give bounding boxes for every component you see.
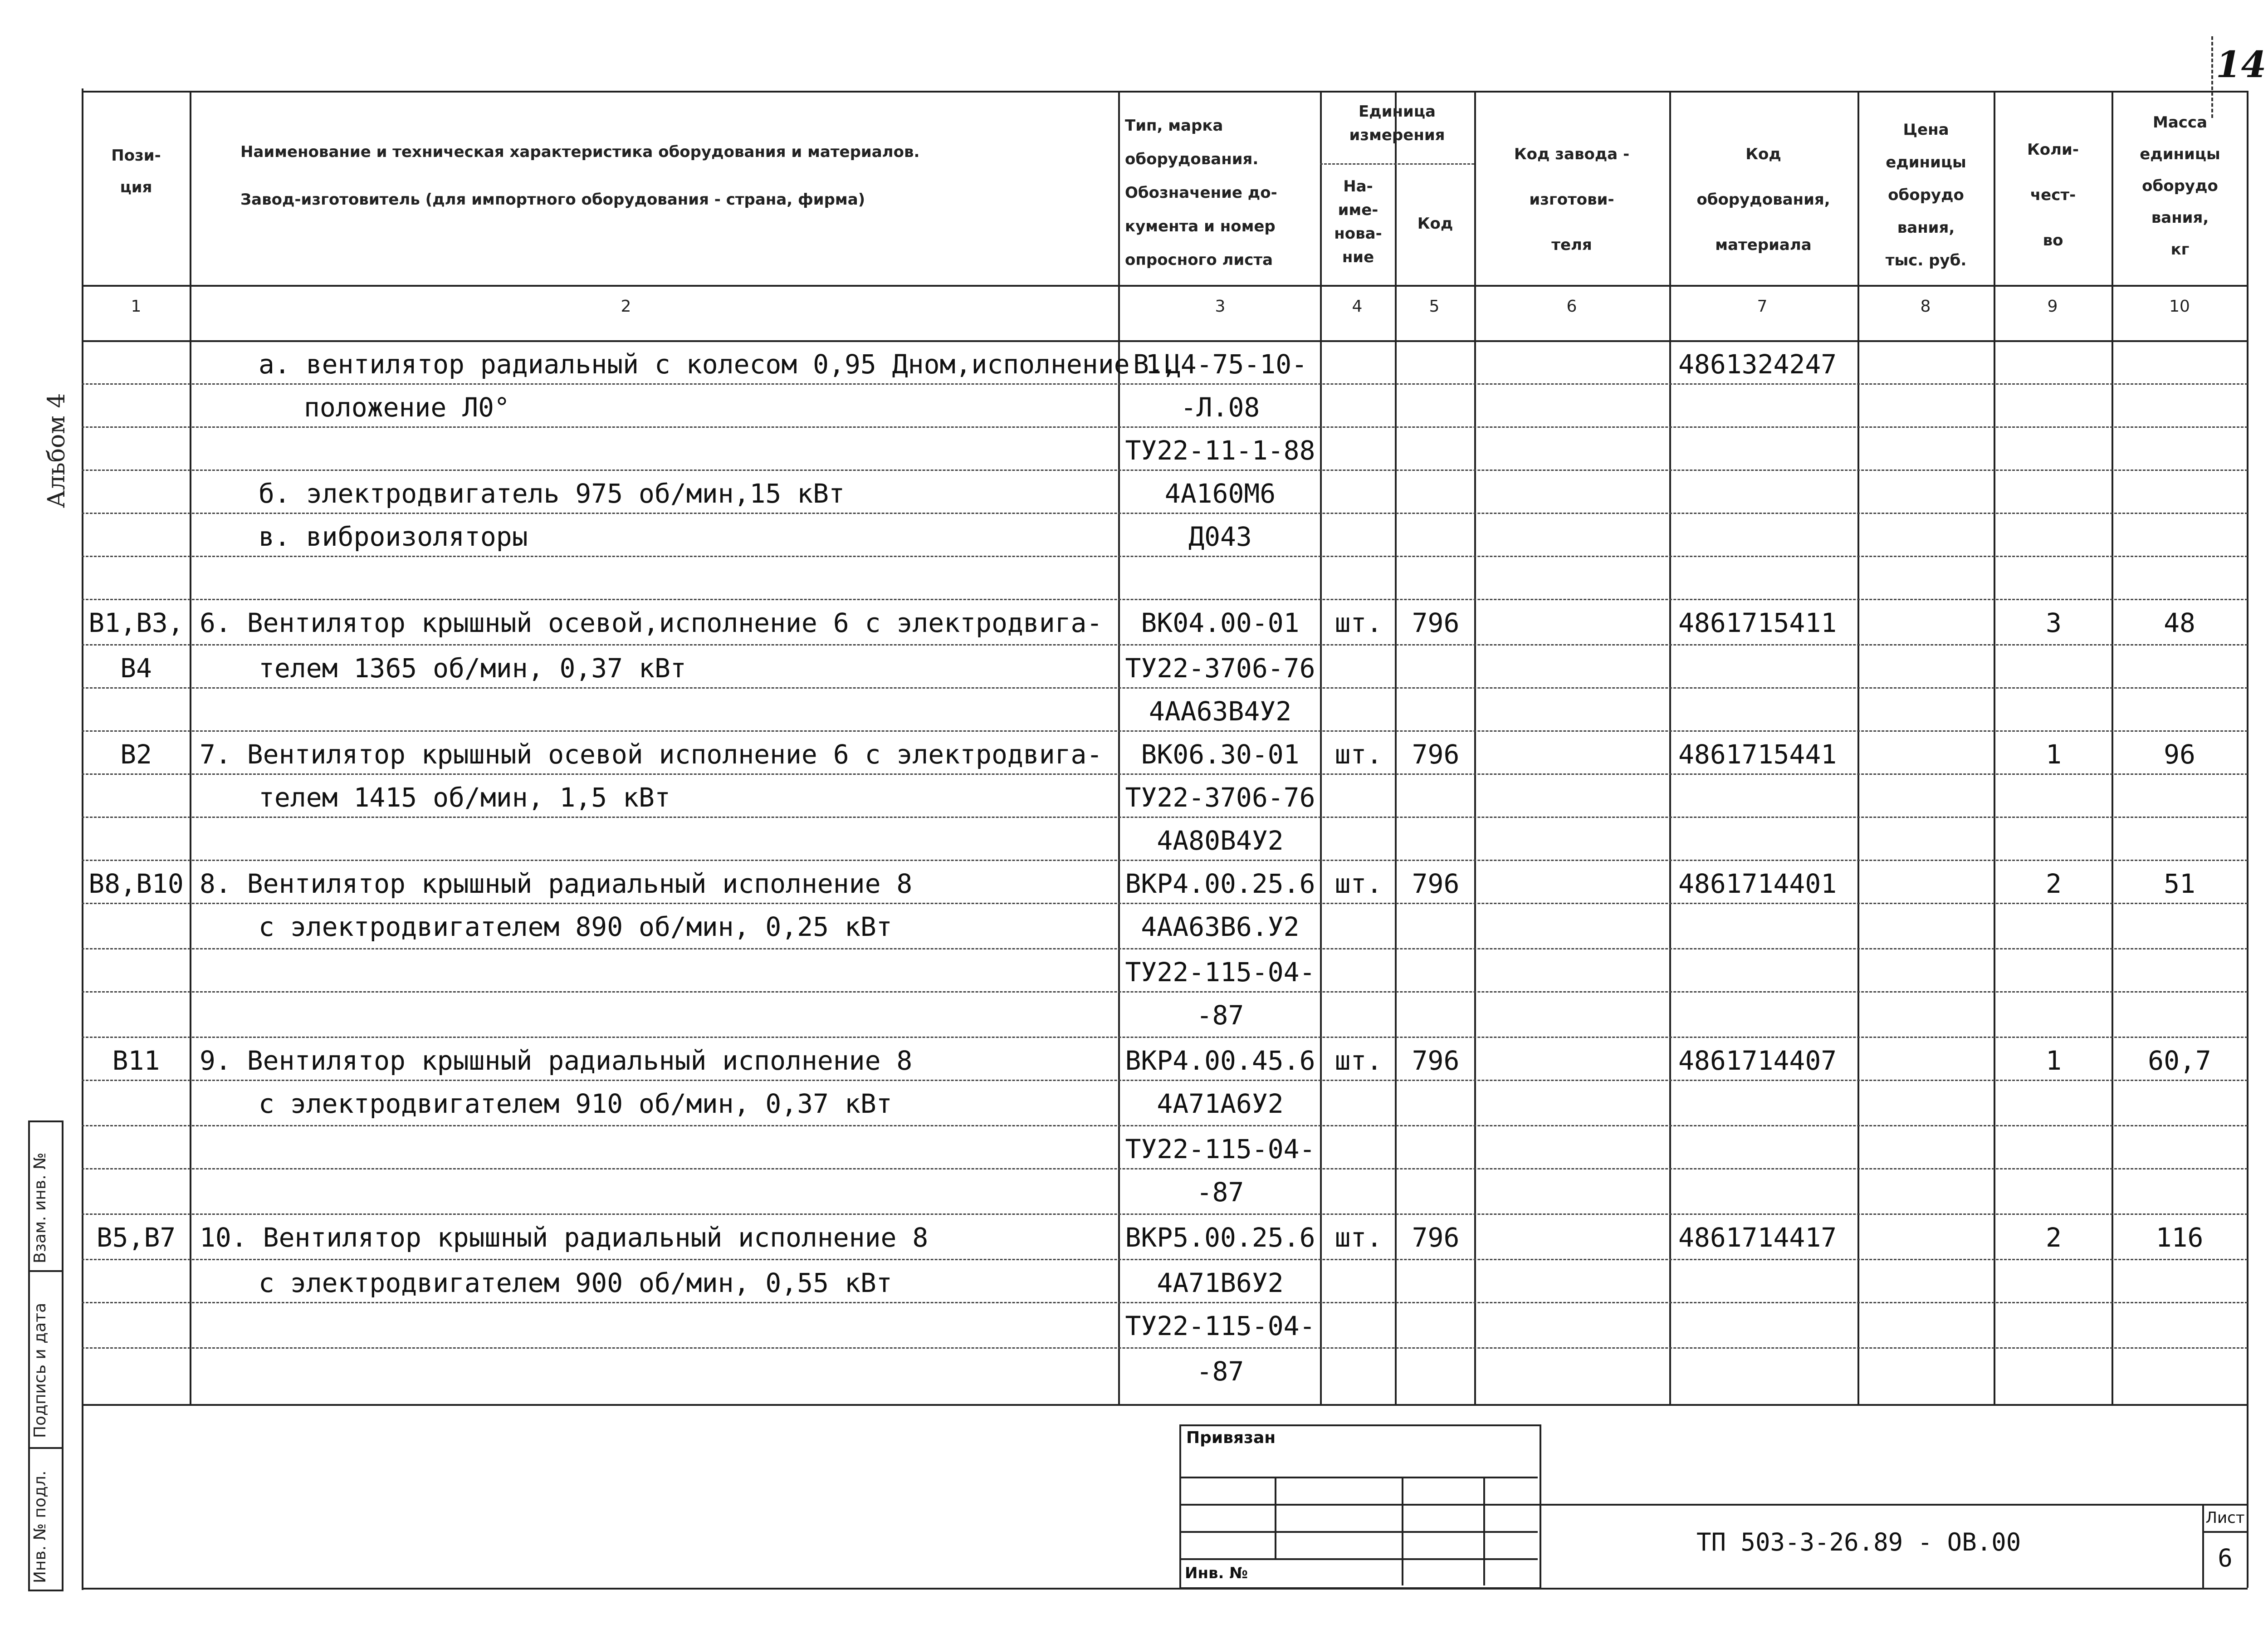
cell-qty: 1 [2046,739,2062,770]
column-number: 4 [1352,297,1363,316]
header-name-line1: Наименование и техническая характеристика оборудования и материалов. [240,143,920,161]
cell-mass: 51 [2164,868,2195,899]
column-number: 5 [1429,297,1440,316]
header-equipment-line: оборудования, [1696,191,1830,209]
header-mass-line: оборудо [2142,177,2218,195]
cell-pos: В2 [120,739,152,770]
cell-qty: 2 [2046,868,2062,899]
album-label: Альбом 4 [43,393,70,508]
bound-label: Привязан [1186,1429,1276,1447]
cell-pos: В11 [112,1045,160,1076]
header-quantity-line: чест- [2030,186,2076,204]
cell-name: б. электродвигатель 975 об/мин,15 кВт [259,478,845,509]
cell-type: ВК04.00-01 [1141,607,1300,638]
header-type-line: оборудования. [1125,150,1259,168]
cell-unit: шт. [1334,1222,1383,1253]
header-unit-name-line: На- [1343,177,1373,196]
cell-mass: 116 [2156,1222,2204,1253]
cell-mass: 48 [2164,607,2195,638]
cell-type: ТУ22-3706-76 [1125,782,1315,813]
column-number: 8 [1920,297,1931,316]
header-factory-code [1476,132,1667,268]
cell-equip: 4861324247 [1678,349,1837,380]
cell-unit: шт. [1334,1045,1383,1076]
inv-label: Инв. № [1185,1564,1248,1582]
cell-qty: 3 [2046,607,2062,638]
side-stamp-sign-date: Подпись и дата [31,1302,49,1438]
header-unit-code: Код [1417,215,1453,233]
header-position-line2: ция [120,178,152,196]
header-mass-line: вания, [2151,209,2209,227]
cell-name: 10. Вентилятор крышный радиальный исполнение 8 [200,1222,929,1253]
header-mass-line: единицы [2140,145,2220,163]
header-unit-line: Единица [1359,103,1436,121]
cell-code: 796 [1412,868,1460,899]
sheet-corner-mark: 14 [2216,43,2267,86]
corner-tick [2211,36,2213,118]
cell-name: с электродвигателем 910 об/мин, 0,37 кВт [259,1088,892,1119]
side-stamp-replace-inv: Взам. инв. № [31,1152,49,1263]
header-price-line: вания, [1897,219,1955,237]
cell-type: В.Ц4-75-10- [1133,349,1308,380]
cell-type: ТУ22-11-1-88 [1125,435,1315,466]
header-unit-name-line: име- [1338,201,1378,219]
cell-equip: 4861714417 [1678,1222,1837,1253]
cell-pos: В4 [120,653,152,684]
header-factory-line: изготови- [1529,191,1614,209]
cell-type: ВКР4.00.25.6 [1125,868,1315,899]
cell-name: положение Л0° [304,392,510,423]
header-price-line: оборудо [1888,186,1964,204]
cell-mass: 96 [2164,739,2195,770]
cell-name: 7. Вентилятор крышный осевой исполнение 6 с электродвига- [200,739,1103,770]
cell-type: ТУ22-115-04- [1125,957,1315,988]
cell-qty: 1 [2046,1045,2062,1076]
cell-type: 4АА63В6.У2 [1141,911,1300,942]
cell-name: в. виброизоляторы [259,521,528,552]
cell-code: 796 [1412,1222,1460,1253]
cell-type: ТУ22-115-04- [1125,1311,1315,1341]
document-code: ТП 503-3-26.89 - ОВ.00 [1696,1528,2021,1556]
cell-equip: 4861715411 [1678,607,1837,638]
header-price-line: единицы [1886,153,1966,171]
header-position-line1: Пози- [111,147,161,165]
sheet-number: 6 [2218,1544,2233,1572]
cell-name: 9. Вентилятор крышный радиальный исполнение 8 [200,1045,913,1076]
header-type-line: Обозначение до- [1125,184,1277,202]
header-type-line: кумента и номер [1125,217,1276,235]
column-number: 9 [2047,297,2058,316]
header-unit-group [1322,100,1472,147]
header-price [1860,113,1992,277]
cell-type: -87 [1196,1000,1244,1031]
cell-code: 796 [1412,1045,1460,1076]
cell-pos: В5,В7 [96,1222,176,1253]
cell-type: 4А160М6 [1164,478,1276,509]
header-factory-line: Код завода - [1514,145,1630,163]
cell-type: ТУ22-3706-76 [1125,653,1315,684]
cell-type: ВК06.30-01 [1141,739,1300,770]
sheet-label: Лист [2205,1509,2245,1527]
cell-code: 796 [1412,607,1460,638]
header-type-line: Тип, марка [1125,117,1223,135]
cell-type: -87 [1196,1177,1244,1208]
cell-name: телем 1415 об/мин, 1,5 кВт [259,782,670,813]
header-quantity [1996,127,2110,263]
header-unit-name-line: нова- [1334,225,1382,243]
cell-equip: 4861714407 [1678,1045,1837,1076]
column-number: 1 [131,297,142,316]
cell-name: телем 1365 об/мин, 0,37 кВт [259,653,686,684]
header-unit-line: измерения [1349,126,1445,144]
column-number: 10 [2169,297,2190,316]
header-equipment-line: материала [1715,236,1812,254]
header-factory-line: теля [1551,236,1592,254]
cell-name: с электродвигателем 900 об/мин, 0,55 кВт [259,1267,892,1298]
header-unit-name [1322,175,1394,269]
header-equipment-code [1672,132,1855,268]
column-number: 3 [1215,297,1226,316]
cell-qty: 2 [2046,1222,2062,1253]
cell-name: 8. Вентилятор крышный радиальный исполнение 8 [200,868,913,899]
header-quantity-line: Коли- [2027,141,2079,159]
column-number: 7 [1757,297,1768,316]
cell-name: а. вентилятор радиальный с колесом 0,95 Дном,исполнение 1, [259,349,1178,380]
cell-type: 4А71А6У2 [1157,1088,1284,1119]
header-quantity-line: во [2043,231,2063,250]
cell-type: ВКР5.00.25.6 [1125,1222,1315,1253]
cell-type: Д043 [1188,521,1252,552]
cell-type: 4АА63В4У2 [1149,696,1292,727]
header-unit-name-line: ние [1342,248,1374,266]
header-price-line: тыс. руб. [1885,251,1967,269]
side-stamp-inv-orig: Инв. № подл. [31,1470,49,1583]
cell-unit: шт. [1334,739,1383,770]
header-name-line2: Завод-изготовитель (для импортного оборудования - страна, фирма) [240,191,865,209]
cell-type: -Л.08 [1180,392,1260,423]
cell-code: 796 [1412,739,1460,770]
header-type-block [1125,109,1315,277]
header-mass-line: кг [2170,240,2190,259]
cell-type: 4А71В6У2 [1157,1267,1284,1298]
header-type-line: опросного листа [1125,251,1273,269]
header-equipment-line: Код [1745,145,1781,163]
header-mass-line: Масса [2152,113,2208,132]
cell-unit: шт. [1334,607,1383,638]
header-mass [2114,107,2246,265]
cell-equip: 4861714401 [1678,868,1837,899]
cell-mass: 60,7 [2148,1045,2211,1076]
column-number: 6 [1566,297,1577,316]
cell-equip: 4861715441 [1678,739,1837,770]
cell-type: ТУ22-115-04- [1125,1134,1315,1164]
cell-name: с электродвигателем 890 об/мин, 0,25 кВт [259,911,892,942]
cell-unit: шт. [1334,868,1383,899]
column-number: 2 [621,297,631,316]
cell-type: -87 [1196,1356,1244,1387]
header-price-line: Цена [1903,121,1949,139]
cell-name: 6. Вентилятор крышный осевой,исполнение 6 с электродвига- [200,607,1103,638]
cell-type: 4А80В4У2 [1157,825,1284,856]
cell-pos: В8,В10 [88,868,184,899]
cell-type: ВКР4.00.45.6 [1125,1045,1315,1076]
cell-pos: В1,В3, [88,607,184,638]
